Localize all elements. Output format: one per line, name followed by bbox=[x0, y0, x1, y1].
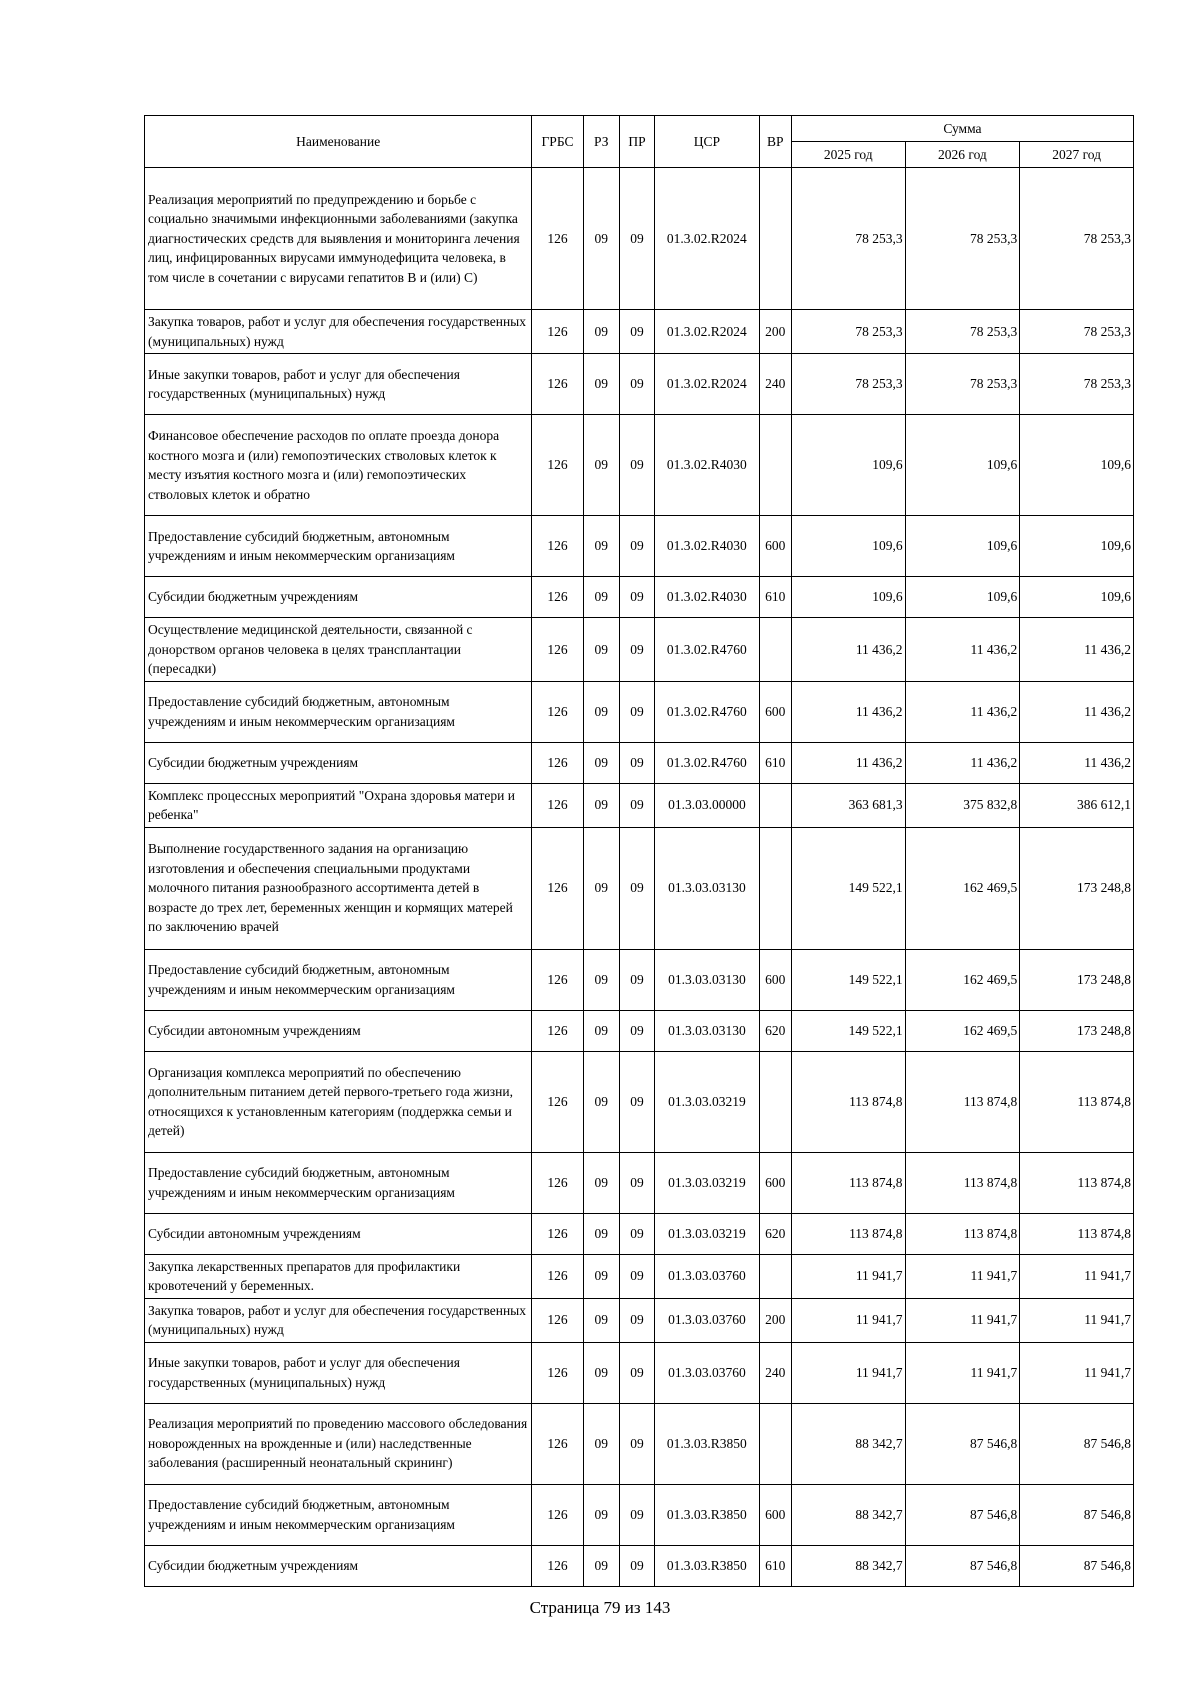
cell-grbs: 126 bbox=[532, 827, 583, 949]
cell-rz: 09 bbox=[583, 783, 619, 827]
cell-y2027: 11 436,2 bbox=[1020, 681, 1134, 742]
table-row bbox=[145, 1298, 1134, 1342]
cell-rz: 09 bbox=[583, 1545, 619, 1586]
cell-name: Закупка лекарственных препаратов для профилактики кровотечений у беременных. bbox=[145, 1254, 532, 1298]
cell-y2026: 11 941,7 bbox=[905, 1342, 1020, 1403]
cell-rz: 09 bbox=[583, 827, 619, 949]
table-body bbox=[145, 168, 1134, 1587]
cell-csr: 01.3.03.R3850 bbox=[655, 1484, 760, 1545]
cell-y2027: 173 248,8 bbox=[1020, 827, 1134, 949]
cell-csr: 01.3.02.R4030 bbox=[655, 516, 760, 577]
cell-vr: 610 bbox=[759, 577, 791, 618]
cell-grbs: 126 bbox=[532, 1298, 583, 1342]
cell-name: Субсидии автономным учреждениям bbox=[145, 1213, 532, 1254]
cell-grbs: 126 bbox=[532, 310, 583, 354]
cell-name: Субсидии бюджетным учреждениям bbox=[145, 742, 532, 783]
cell-y2025: 11 436,2 bbox=[791, 742, 905, 783]
cell-y2025: 113 874,8 bbox=[791, 1213, 905, 1254]
cell-vr bbox=[759, 1254, 791, 1298]
cell-csr: 01.3.03.R3850 bbox=[655, 1403, 760, 1484]
cell-vr: 620 bbox=[759, 1010, 791, 1051]
cell-y2026: 109,6 bbox=[905, 415, 1020, 516]
table-row bbox=[145, 1051, 1134, 1152]
cell-rz: 09 bbox=[583, 1484, 619, 1545]
cell-name: Предоставление субсидий бюджетным, автономным учреждениям и иным некоммерческим организациям bbox=[145, 681, 532, 742]
cell-vr: 600 bbox=[759, 1484, 791, 1545]
col-header-grbs: ГРБС bbox=[532, 116, 583, 168]
cell-pr: 09 bbox=[619, 1298, 654, 1342]
cell-pr: 09 bbox=[619, 783, 654, 827]
cell-grbs: 126 bbox=[532, 577, 583, 618]
cell-grbs: 126 bbox=[532, 1010, 583, 1051]
cell-rz: 09 bbox=[583, 1213, 619, 1254]
cell-csr: 01.3.02.R2024 bbox=[655, 310, 760, 354]
cell-y2025: 88 342,7 bbox=[791, 1484, 905, 1545]
cell-csr: 01.3.03.R3850 bbox=[655, 1545, 760, 1586]
cell-pr: 09 bbox=[619, 516, 654, 577]
cell-pr: 09 bbox=[619, 310, 654, 354]
cell-csr: 01.3.03.03130 bbox=[655, 1010, 760, 1051]
cell-y2027: 386 612,1 bbox=[1020, 783, 1134, 827]
cell-rz: 09 bbox=[583, 415, 619, 516]
cell-grbs: 126 bbox=[532, 1484, 583, 1545]
cell-y2025: 109,6 bbox=[791, 415, 905, 516]
cell-y2027: 173 248,8 bbox=[1020, 1010, 1134, 1051]
table-row bbox=[145, 1213, 1134, 1254]
table-row bbox=[145, 1254, 1134, 1298]
cell-name: Предоставление субсидий бюджетным, автономным учреждениям и иным некоммерческим организациям bbox=[145, 1152, 532, 1213]
cell-vr: 240 bbox=[759, 1342, 791, 1403]
cell-y2026: 162 469,5 bbox=[905, 827, 1020, 949]
cell-y2027: 109,6 bbox=[1020, 516, 1134, 577]
cell-csr: 01.3.02.R2024 bbox=[655, 168, 760, 310]
cell-name: Реализация мероприятий по проведению массового обследования новорожденных на врожденные и (или) наследственные заболевания (расширенный неонатальный скрининг) bbox=[145, 1403, 532, 1484]
cell-y2027: 87 546,8 bbox=[1020, 1545, 1134, 1586]
cell-name: Иные закупки товаров, работ и услуг для обеспечения государственных (муниципальных) нужд bbox=[145, 354, 532, 415]
cell-y2027: 87 546,8 bbox=[1020, 1403, 1134, 1484]
cell-name: Финансовое обеспечение расходов по оплате проезда донора костного мозга и (или) гемопоэтических стволовых клеток к месту изъятия костного мозга и (или) гемопоэтических стволовых клеток и обратно bbox=[145, 415, 532, 516]
cell-name: Закупка товаров, работ и услуг для обеспечения государственных (муниципальных) нужд bbox=[145, 310, 532, 354]
cell-grbs: 126 bbox=[532, 415, 583, 516]
cell-y2026: 113 874,8 bbox=[905, 1213, 1020, 1254]
cell-vr: 600 bbox=[759, 949, 791, 1010]
cell-csr: 01.3.03.03130 bbox=[655, 949, 760, 1010]
cell-y2027: 113 874,8 bbox=[1020, 1213, 1134, 1254]
cell-y2026: 109,6 bbox=[905, 516, 1020, 577]
cell-y2027: 87 546,8 bbox=[1020, 1484, 1134, 1545]
cell-grbs: 126 bbox=[532, 742, 583, 783]
cell-y2027: 173 248,8 bbox=[1020, 949, 1134, 1010]
cell-grbs: 126 bbox=[532, 1051, 583, 1152]
cell-name: Субсидии бюджетным учреждениям bbox=[145, 1545, 532, 1586]
cell-csr: 01.3.02.R4030 bbox=[655, 577, 760, 618]
table-header bbox=[145, 116, 1134, 168]
cell-grbs: 126 bbox=[532, 783, 583, 827]
cell-csr: 01.3.03.03219 bbox=[655, 1051, 760, 1152]
cell-rz: 09 bbox=[583, 1403, 619, 1484]
table-row bbox=[145, 354, 1134, 415]
cell-rz: 09 bbox=[583, 1298, 619, 1342]
cell-rz: 09 bbox=[583, 577, 619, 618]
cell-grbs: 126 bbox=[532, 1342, 583, 1403]
col-header-name: Наименование bbox=[145, 116, 532, 168]
cell-pr: 09 bbox=[619, 1484, 654, 1545]
cell-name: Предоставление субсидий бюджетным, автономным учреждениям и иным некоммерческим организациям bbox=[145, 516, 532, 577]
cell-y2027: 78 253,3 bbox=[1020, 168, 1134, 310]
cell-pr: 09 bbox=[619, 618, 654, 682]
cell-y2025: 109,6 bbox=[791, 577, 905, 618]
col-header-rz: РЗ bbox=[583, 116, 619, 168]
cell-y2027: 113 874,8 bbox=[1020, 1051, 1134, 1152]
cell-pr: 09 bbox=[619, 681, 654, 742]
cell-y2027: 11 941,7 bbox=[1020, 1254, 1134, 1298]
cell-rz: 09 bbox=[583, 949, 619, 1010]
cell-rz: 09 bbox=[583, 1051, 619, 1152]
cell-vr bbox=[759, 618, 791, 682]
cell-y2025: 78 253,3 bbox=[791, 354, 905, 415]
cell-rz: 09 bbox=[583, 516, 619, 577]
cell-csr: 01.3.02.R4760 bbox=[655, 681, 760, 742]
cell-rz: 09 bbox=[583, 1152, 619, 1213]
cell-pr: 09 bbox=[619, 354, 654, 415]
cell-rz: 09 bbox=[583, 1254, 619, 1298]
col-header-vr: ВР bbox=[759, 116, 791, 168]
cell-y2025: 113 874,8 bbox=[791, 1051, 905, 1152]
cell-grbs: 126 bbox=[532, 516, 583, 577]
cell-vr bbox=[759, 1051, 791, 1152]
table-row bbox=[145, 618, 1134, 682]
cell-vr bbox=[759, 168, 791, 310]
table-row bbox=[145, 168, 1134, 310]
cell-rz: 09 bbox=[583, 310, 619, 354]
cell-csr: 01.3.03.03219 bbox=[655, 1152, 760, 1213]
cell-y2026: 113 874,8 bbox=[905, 1051, 1020, 1152]
cell-y2025: 88 342,7 bbox=[791, 1545, 905, 1586]
cell-name: Предоставление субсидий бюджетным, автономным учреждениям и иным некоммерческим организациям bbox=[145, 949, 532, 1010]
cell-vr: 600 bbox=[759, 681, 791, 742]
cell-rz: 09 bbox=[583, 618, 619, 682]
cell-grbs: 126 bbox=[532, 1545, 583, 1586]
cell-y2026: 87 546,8 bbox=[905, 1484, 1020, 1545]
cell-y2026: 11 436,2 bbox=[905, 681, 1020, 742]
cell-y2025: 78 253,3 bbox=[791, 168, 905, 310]
cell-y2025: 149 522,1 bbox=[791, 827, 905, 949]
cell-pr: 09 bbox=[619, 168, 654, 310]
cell-rz: 09 bbox=[583, 681, 619, 742]
table-row bbox=[145, 681, 1134, 742]
cell-y2026: 11 941,7 bbox=[905, 1254, 1020, 1298]
table-row bbox=[145, 1010, 1134, 1051]
table-row bbox=[145, 827, 1134, 949]
cell-vr: 610 bbox=[759, 1545, 791, 1586]
cell-vr: 200 bbox=[759, 310, 791, 354]
cell-y2025: 11 436,2 bbox=[791, 618, 905, 682]
cell-csr: 01.3.03.03760 bbox=[655, 1342, 760, 1403]
table-row bbox=[145, 1152, 1134, 1213]
cell-y2025: 109,6 bbox=[791, 516, 905, 577]
cell-vr bbox=[759, 415, 791, 516]
cell-y2026: 113 874,8 bbox=[905, 1152, 1020, 1213]
cell-y2025: 363 681,3 bbox=[791, 783, 905, 827]
table-row bbox=[145, 742, 1134, 783]
col-header-pr: ПР bbox=[619, 116, 654, 168]
cell-pr: 09 bbox=[619, 1051, 654, 1152]
cell-grbs: 126 bbox=[532, 1213, 583, 1254]
cell-pr: 09 bbox=[619, 1403, 654, 1484]
cell-name: Иные закупки товаров, работ и услуг для обеспечения государственных (муниципальных) нужд bbox=[145, 1342, 532, 1403]
cell-vr: 620 bbox=[759, 1213, 791, 1254]
cell-vr: 610 bbox=[759, 742, 791, 783]
cell-pr: 09 bbox=[619, 1213, 654, 1254]
cell-y2027: 11 941,7 bbox=[1020, 1342, 1134, 1403]
cell-pr: 09 bbox=[619, 1254, 654, 1298]
cell-y2027: 109,6 bbox=[1020, 577, 1134, 618]
cell-grbs: 126 bbox=[532, 1152, 583, 1213]
cell-vr: 240 bbox=[759, 354, 791, 415]
cell-csr: 01.3.02.R4760 bbox=[655, 618, 760, 682]
cell-csr: 01.3.02.R4760 bbox=[655, 742, 760, 783]
table-row bbox=[145, 949, 1134, 1010]
cell-csr: 01.3.03.03760 bbox=[655, 1298, 760, 1342]
cell-y2025: 11 941,7 bbox=[791, 1342, 905, 1403]
cell-pr: 09 bbox=[619, 415, 654, 516]
table-row bbox=[145, 1342, 1134, 1403]
cell-rz: 09 bbox=[583, 1342, 619, 1403]
cell-grbs: 126 bbox=[532, 1254, 583, 1298]
cell-pr: 09 bbox=[619, 742, 654, 783]
cell-y2026: 162 469,5 bbox=[905, 1010, 1020, 1051]
cell-y2027: 78 253,3 bbox=[1020, 354, 1134, 415]
cell-name: Реализация мероприятий по предупреждению и борьбе с социально значимыми инфекционными заболеваниями (закупка диагностических средств для выявления и мониторинга лечения лиц, инфицированных вирусами иммунодефицита человека, в том числе в сочетании с вирусами гепатитов В и (или) С) bbox=[145, 168, 532, 310]
cell-vr: 600 bbox=[759, 516, 791, 577]
cell-vr bbox=[759, 1403, 791, 1484]
cell-grbs: 126 bbox=[532, 618, 583, 682]
cell-y2025: 149 522,1 bbox=[791, 1010, 905, 1051]
cell-y2025: 78 253,3 bbox=[791, 310, 905, 354]
table-row bbox=[145, 415, 1134, 516]
cell-y2025: 11 941,7 bbox=[791, 1254, 905, 1298]
table-row bbox=[145, 516, 1134, 577]
col-header-2026: 2026 год bbox=[905, 142, 1020, 168]
cell-y2025: 149 522,1 bbox=[791, 949, 905, 1010]
col-header-csr: ЦСР bbox=[655, 116, 760, 168]
cell-csr: 01.3.02.R2024 bbox=[655, 354, 760, 415]
cell-y2026: 162 469,5 bbox=[905, 949, 1020, 1010]
col-header-2025: 2025 год bbox=[791, 142, 905, 168]
cell-y2025: 11 941,7 bbox=[791, 1298, 905, 1342]
cell-y2026: 11 941,7 bbox=[905, 1298, 1020, 1342]
cell-y2026: 11 436,2 bbox=[905, 618, 1020, 682]
cell-grbs: 126 bbox=[532, 1403, 583, 1484]
cell-pr: 09 bbox=[619, 1545, 654, 1586]
cell-y2025: 11 436,2 bbox=[791, 681, 905, 742]
cell-vr: 200 bbox=[759, 1298, 791, 1342]
cell-name: Комплекс процессных мероприятий "Охрана здоровья матери и ребенка" bbox=[145, 783, 532, 827]
cell-rz: 09 bbox=[583, 354, 619, 415]
cell-vr bbox=[759, 827, 791, 949]
cell-csr: 01.3.02.R4030 bbox=[655, 415, 760, 516]
table-row bbox=[145, 577, 1134, 618]
cell-name: Закупка товаров, работ и услуг для обеспечения государственных (муниципальных) нужд bbox=[145, 1298, 532, 1342]
cell-rz: 09 bbox=[583, 1010, 619, 1051]
cell-name: Предоставление субсидий бюджетным, автономным учреждениям и иным некоммерческим организациям bbox=[145, 1484, 532, 1545]
cell-y2026: 87 546,8 bbox=[905, 1545, 1020, 1586]
cell-y2026: 78 253,3 bbox=[905, 310, 1020, 354]
cell-y2026: 109,6 bbox=[905, 577, 1020, 618]
cell-y2026: 78 253,3 bbox=[905, 168, 1020, 310]
cell-name: Субсидии бюджетным учреждениям bbox=[145, 577, 532, 618]
cell-y2025: 113 874,8 bbox=[791, 1152, 905, 1213]
table-row bbox=[145, 310, 1134, 354]
cell-csr: 01.3.03.03760 bbox=[655, 1254, 760, 1298]
cell-grbs: 126 bbox=[532, 168, 583, 310]
table-row bbox=[145, 783, 1134, 827]
cell-y2025: 88 342,7 bbox=[791, 1403, 905, 1484]
cell-pr: 09 bbox=[619, 1010, 654, 1051]
cell-y2027: 78 253,3 bbox=[1020, 310, 1134, 354]
cell-pr: 09 bbox=[619, 1152, 654, 1213]
cell-csr: 01.3.03.03219 bbox=[655, 1213, 760, 1254]
cell-grbs: 126 bbox=[532, 949, 583, 1010]
page-number: Страница 79 из 143 bbox=[529, 1598, 671, 1617]
cell-name: Выполнение государственного задания на организацию изготовления и обеспечения специальными продуктами молочного питания разнообразного ассортимента детей в возрасте до трех лет, беременных женщин и кормящих матерей по заключению врачей bbox=[145, 827, 532, 949]
cell-name: Субсидии автономным учреждениям bbox=[145, 1010, 532, 1051]
cell-name: Осуществление медицинской деятельности, связанной с донорством органов человека в целях трансплантации (пересадки) bbox=[145, 618, 532, 682]
col-header-2027: 2027 год bbox=[1020, 142, 1134, 168]
budget-table bbox=[144, 115, 1134, 1587]
table-row bbox=[145, 1484, 1134, 1545]
cell-vr bbox=[759, 783, 791, 827]
cell-grbs: 126 bbox=[532, 681, 583, 742]
cell-rz: 09 bbox=[583, 168, 619, 310]
cell-pr: 09 bbox=[619, 949, 654, 1010]
cell-name: Организация комплекса мероприятий по обеспечению дополнительным питанием детей первого-третьего года жизни, относящихся к установленным категориям (поддержка семьи и детей) bbox=[145, 1051, 532, 1152]
cell-y2026: 11 436,2 bbox=[905, 742, 1020, 783]
cell-y2026: 375 832,8 bbox=[905, 783, 1020, 827]
cell-y2026: 87 546,8 bbox=[905, 1403, 1020, 1484]
cell-vr: 600 bbox=[759, 1152, 791, 1213]
cell-pr: 09 bbox=[619, 827, 654, 949]
cell-rz: 09 bbox=[583, 742, 619, 783]
col-header-sum: Сумма bbox=[791, 116, 1133, 142]
table-row bbox=[145, 1403, 1134, 1484]
table-row bbox=[145, 1545, 1134, 1586]
cell-pr: 09 bbox=[619, 1342, 654, 1403]
cell-y2027: 11 436,2 bbox=[1020, 618, 1134, 682]
cell-grbs: 126 bbox=[532, 354, 583, 415]
cell-pr: 09 bbox=[619, 577, 654, 618]
cell-y2027: 11 436,2 bbox=[1020, 742, 1134, 783]
cell-y2027: 109,6 bbox=[1020, 415, 1134, 516]
cell-csr: 01.3.03.03130 bbox=[655, 827, 760, 949]
cell-csr: 01.3.03.00000 bbox=[655, 783, 760, 827]
cell-y2027: 113 874,8 bbox=[1020, 1152, 1134, 1213]
cell-y2027: 11 941,7 bbox=[1020, 1298, 1134, 1342]
cell-y2026: 78 253,3 bbox=[905, 354, 1020, 415]
